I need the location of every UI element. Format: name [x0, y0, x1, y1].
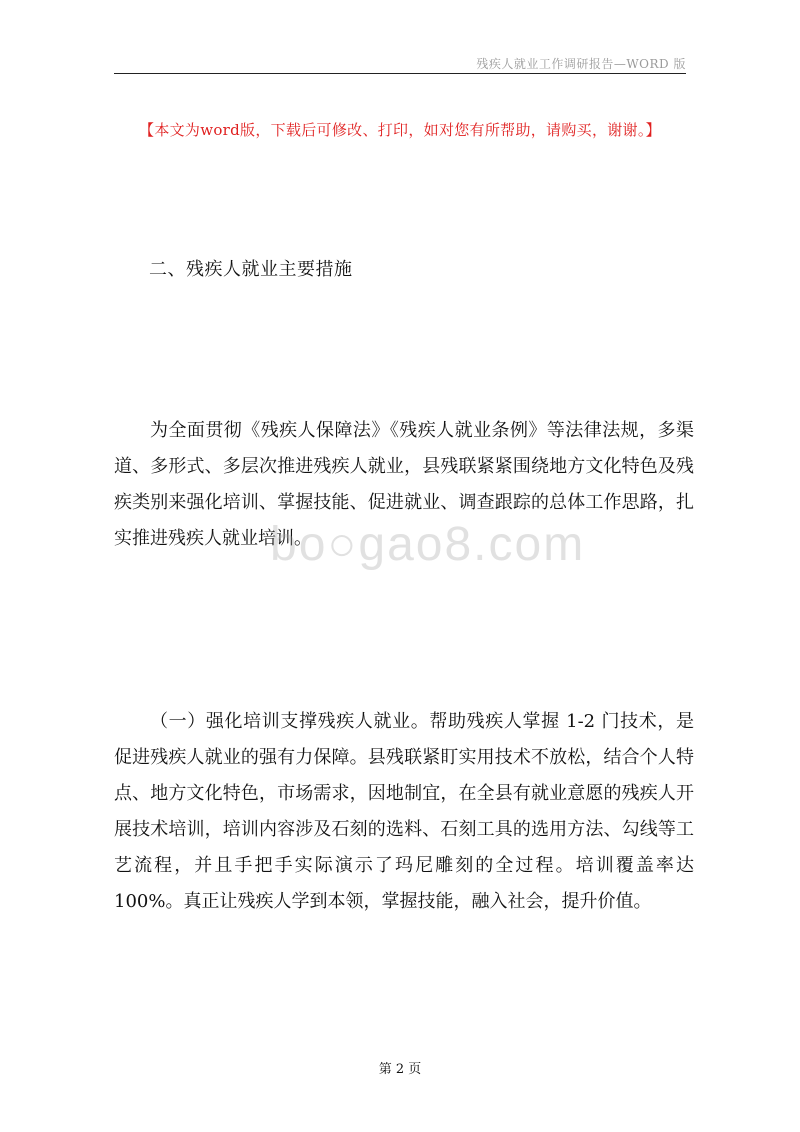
purchase-notice: 【本文为word版，下载后可修改、打印，如对您有所帮助，请购买，谢谢。】 — [139, 121, 661, 139]
body-paragraph-1: 为全面贯彻《残疾人保障法》《残疾人就业条例》等法律法规，多渠道、多形式、多层次推进残疾人就业，县残联紧紧围绕地方文化特色及残疾类别来强化培训、掌握技能、促进就业、调查跟踪的总体工作思路，扎实推进残疾人就业培训。 — [114, 420, 694, 549]
running-header: 残疾人就业工作调研报告—WORD 版 — [476, 57, 686, 71]
page-number: 第 2 页 — [378, 1062, 422, 1077]
site-watermark: bo○gao8.com — [270, 518, 586, 571]
body-paragraph-2: （一）强化培训支撑残疾人就业。帮助残疾人掌握 1-2 门技术，是促进残疾人就业的强有力保障。县残联紧盯实用技术不放松，结合个人特点、地方文化特色，市场需求，因地制宜，在全县有就业意愿的残疾人开展技术培训，培训内容涉及石刻的选料、石刻工具的选用方法、勾线等工艺流程，并且手把手实际演示了玛尼雕刻的全过程。培训覆盖率达 100%。真正让残疾人学到本领，掌握技能，融入社会，提升价值。 — [114, 711, 694, 912]
section-heading: 二、残疾人就业主要措施 — [149, 259, 353, 280]
header-divider — [114, 73, 686, 74]
